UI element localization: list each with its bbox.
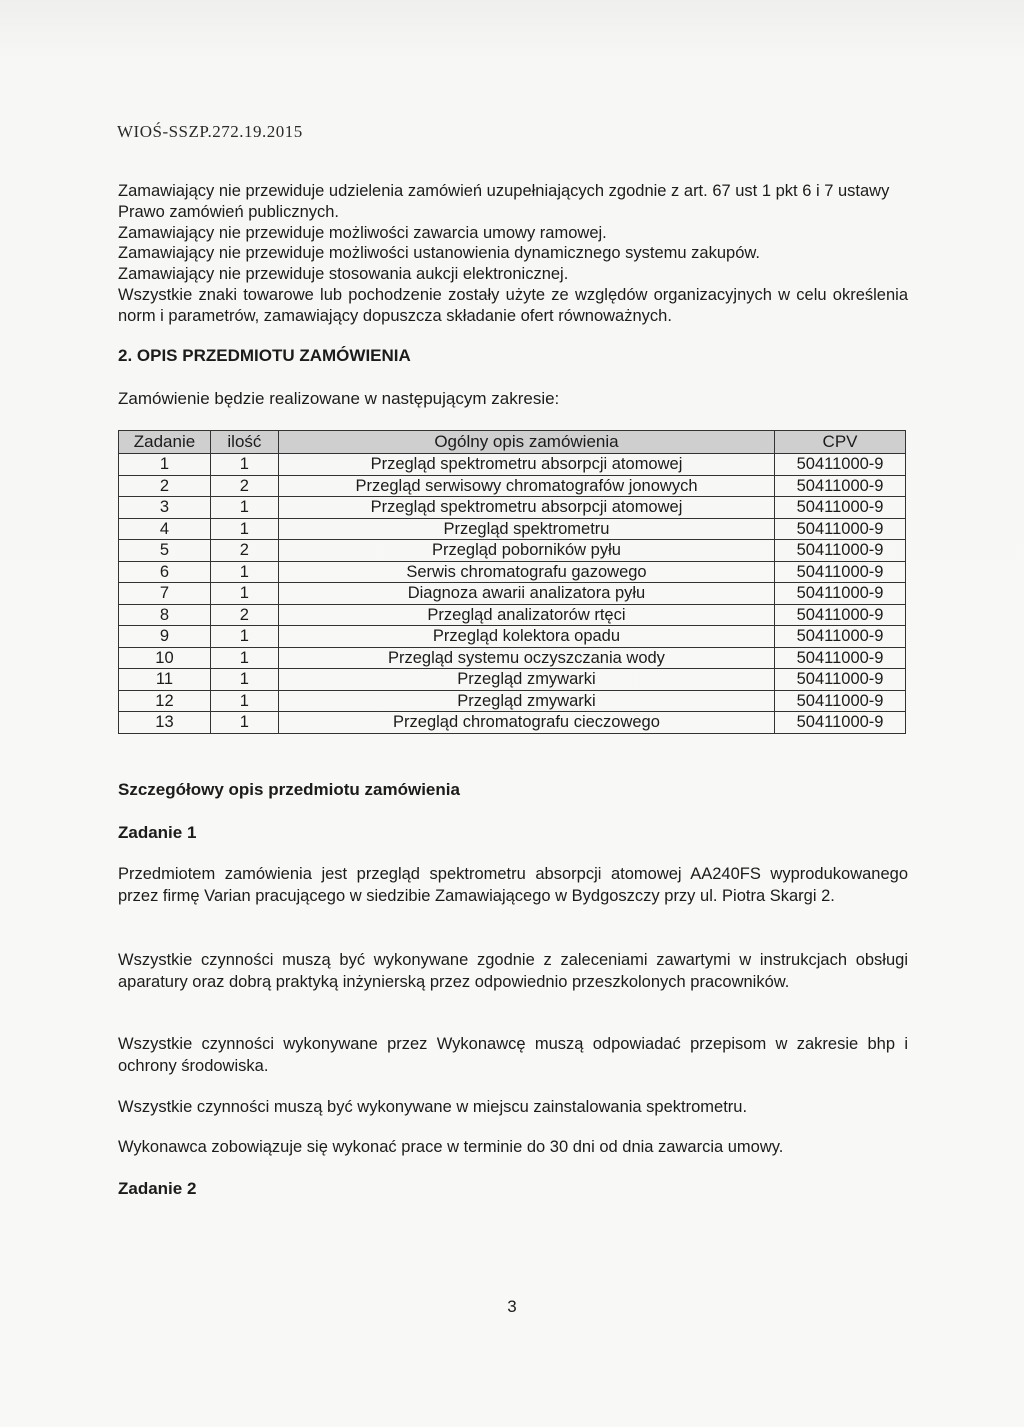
qty-cell: 2	[210, 604, 278, 626]
order-table	[118, 430, 906, 734]
task-cell: 1	[119, 454, 211, 476]
table-row	[119, 497, 906, 519]
qty-cell: 1	[210, 690, 278, 712]
task1-paragraph: Wszystkie czynności muszą być wykonywane w miejscu zainstalowania spektrometru.	[118, 1098, 748, 1116]
header-cell: Zadanie	[119, 431, 211, 454]
task-cell: 10	[119, 647, 211, 669]
task-cell: 3	[119, 497, 211, 519]
intro-line: Zamawiający nie przewiduje możliwości zawarcia umowy ramowej.	[118, 223, 607, 242]
task1-paragraph: Wykonawca zobowiązuje się wykonać prace w terminie do 30 dni od dnia zawarcia umowy.	[118, 1138, 784, 1156]
intro-line: Zamawiający nie przewiduje możliwości ustanowienia dynamicznego systemu zakupów.	[118, 244, 760, 263]
task-cell: 13	[119, 712, 211, 734]
cpv-cell: 50411000-9	[775, 604, 906, 626]
task1-paragraph: Wszystkie czynności muszą być wykonywane zgodnie z zaleceniami zawartymi w instrukcjach obsługi aparatury oraz dobrą praktyką inżynierską przez odpowiednio przeszkolonych pracowników.	[118, 951, 908, 991]
description-cell: Przegląd chromatografu cieczowego	[278, 712, 774, 734]
cpv-cell: 50411000-9	[775, 454, 906, 476]
task-cell: 2	[119, 475, 211, 497]
description-cell: Przegląd analizatorów rtęci	[278, 604, 774, 626]
intro-line: Wszystkie znaki towarowe lub pochodzenie zostały użyte ze względów organizacyjnych w celu określenia norm i parametrów, zamawiający dopuszcza składanie ofert równoważnych.	[118, 285, 908, 325]
section-heading: 2. OPIS PRZEDMIOTU ZAMÓWIENIA	[118, 346, 411, 365]
table-row	[119, 647, 906, 669]
description-cell: Przegląd spektrometru absorpcji atomowej	[278, 454, 774, 476]
cpv-cell: 50411000-9	[775, 647, 906, 669]
task-cell: 5	[119, 540, 211, 562]
qty-cell: 1	[210, 518, 278, 540]
description-cell: Diagnoza awarii analizatora pyłu	[278, 583, 774, 605]
qty-cell: 1	[210, 454, 278, 476]
description-cell: Serwis chromatografu gazowego	[278, 561, 774, 583]
table-row	[119, 475, 906, 497]
description-cell: Przegląd spektrometru absorpcji atomowej	[278, 497, 774, 519]
cpv-cell: 50411000-9	[775, 540, 906, 562]
description-cell: Przegląd spektrometru	[278, 518, 774, 540]
qty-cell: 1	[210, 561, 278, 583]
table-row	[119, 454, 906, 476]
cpv-cell: 50411000-9	[775, 712, 906, 734]
task-cell: 4	[119, 518, 211, 540]
document-reference: WIOŚ-SSZP.272.19.2015	[117, 122, 303, 141]
cpv-cell: 50411000-9	[775, 626, 906, 648]
table-row	[119, 540, 906, 562]
task-cell: 12	[119, 690, 211, 712]
table-row	[119, 583, 906, 605]
task-cell: 11	[119, 669, 211, 691]
task1-paragraph: Wszystkie czynności wykonywane przez Wykonawcę muszą odpowiadać przepisom w zakresie bhp i ochrony środowiska.	[118, 1035, 908, 1075]
task-cell: 8	[119, 604, 211, 626]
details-heading: Szczegółowy opis przedmiotu zamówienia	[118, 780, 460, 799]
qty-cell: 1	[210, 712, 278, 734]
table-row	[119, 690, 906, 712]
header-cell: ilość	[210, 431, 278, 454]
intro-paragraphs	[118, 181, 908, 327]
task-cell: 7	[119, 583, 211, 605]
cpv-cell: 50411000-9	[775, 497, 906, 519]
qty-cell: 2	[210, 540, 278, 562]
table-row	[119, 604, 906, 626]
qty-cell: 1	[210, 626, 278, 648]
qty-cell: 1	[210, 497, 278, 519]
table-row	[119, 518, 906, 540]
header-cell: Ogólny opis zamówienia	[278, 431, 774, 454]
qty-cell: 1	[210, 669, 278, 691]
cpv-cell: 50411000-9	[775, 690, 906, 712]
table-row	[119, 561, 906, 583]
table-row	[119, 669, 906, 691]
description-cell: Przegląd zmywarki	[278, 669, 774, 691]
table-intro: Zamówienie będzie realizowane w następującym zakresie:	[118, 389, 560, 408]
qty-cell: 1	[210, 647, 278, 669]
cpv-cell: 50411000-9	[775, 518, 906, 540]
intro-line: Zamawiający nie przewiduje udzielenia zamówień uzupełniających zgodnie z art. 67 ust 1 pkt 6 i 7 ustawy Prawo zamówień publicznych.	[118, 182, 890, 221]
task2-heading: Zadanie 2	[118, 1179, 197, 1198]
task-cell: 9	[119, 626, 211, 648]
page-number: 3	[507, 1297, 517, 1316]
header-cell: CPV	[775, 431, 906, 454]
qty-cell: 2	[210, 475, 278, 497]
description-cell: Przegląd kolektora opadu	[278, 626, 774, 648]
task1-paragraph: Przedmiotem zamówienia jest przegląd spektrometru absorpcji atomowej AA240FS wyprodukowanego przez firmę Varian pracującego w siedzibie Zamawiającego w Bydgoszczy przy ul. Piotra Skargi 2.	[118, 865, 908, 905]
intro-line: Zamawiający nie przewiduje stosowania aukcji elektronicznej.	[118, 265, 569, 284]
cpv-cell: 50411000-9	[775, 669, 906, 691]
description-cell: Przegląd systemu oczyszczania wody	[278, 647, 774, 669]
cpv-cell: 50411000-9	[775, 475, 906, 497]
table-row	[119, 712, 906, 734]
description-cell: Przegląd zmywarki	[278, 690, 774, 712]
task1-heading: Zadanie 1	[118, 823, 197, 842]
cpv-cell: 50411000-9	[775, 583, 906, 605]
qty-cell: 1	[210, 583, 278, 605]
description-cell: Przegląd serwisowy chromatografów jonowych	[278, 475, 774, 497]
description-cell: Przegląd poborników pyłu	[278, 540, 774, 562]
table-row	[119, 626, 906, 648]
table-header-row	[119, 431, 906, 454]
task-cell: 6	[119, 561, 211, 583]
cpv-cell: 50411000-9	[775, 561, 906, 583]
